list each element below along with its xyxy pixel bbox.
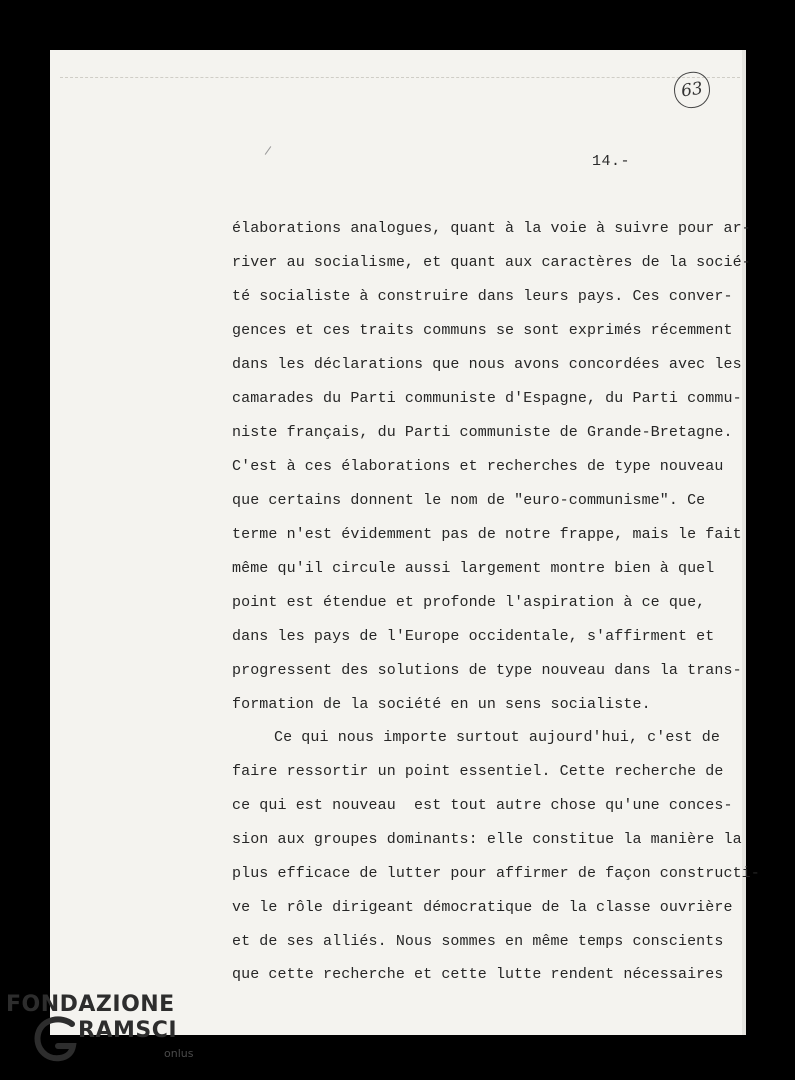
text-line: point est étendue et profonde l'aspiration à ce que,: [232, 594, 706, 611]
text-line: té socialiste à construire dans leurs pays. Ces conver-: [232, 288, 733, 305]
text-line: plus efficace de lutter pour affirmer de façon constructi-: [232, 865, 760, 882]
text-line: C'est à ces élaborations et recherches de type nouveau: [232, 458, 724, 475]
text-line: que cette recherche et cette lutte rendent nécessaires: [232, 966, 724, 983]
text-line: et de ses alliés. Nous sommes en même temps conscients: [232, 933, 724, 950]
top-rule: [60, 77, 740, 78]
page-edge: [742, 50, 746, 1035]
text-line: Ce qui nous importe surtout aujourd'hui, c'est de: [274, 729, 720, 746]
watermark-line1: FONDAZIONE: [6, 992, 175, 1017]
g-swoosh-icon: [32, 1014, 80, 1064]
text-line: dans les déclarations que nous avons concordées avec les: [232, 356, 742, 373]
text-line: ce qui est nouveau est tout autre chose qu'une conces-: [232, 797, 733, 814]
text-line: formation de la société en un sens socialiste.: [232, 696, 651, 713]
text-line: faire ressortir un point essentiel. Cette recherche de: [232, 763, 724, 780]
text-line: river au socialisme, et quant aux caractères de la socié-: [232, 254, 751, 271]
text-line: même qu'il circule aussi largement montre bien à quel: [232, 560, 715, 577]
text-line: ve le rôle dirigeant démocratique de la classe ouvrière: [232, 899, 733, 916]
text-line: élaborations analogues, quant à la voie à suivre pour ar-: [232, 220, 751, 237]
text-line: gences et ces traits communs se sont exprimés récemment: [232, 322, 733, 339]
text-line: niste français, du Parti communiste de Grande-Bretagne.: [232, 424, 733, 441]
text-line: progressent des solutions de type nouveau dans la trans-: [232, 662, 742, 679]
text-line: terme n'est évidemment pas de notre frappe, mais le fait: [232, 526, 742, 543]
watermark-line2: RAMSCI: [78, 1018, 178, 1043]
archive-number-stamp: 63: [672, 70, 713, 111]
page-number: 14.-: [592, 153, 631, 170]
text-line: dans les pays de l'Europe occidentale, s'affirment et: [232, 628, 715, 645]
text-line: camarades du Parti communiste d'Espagne, du Parti commu-: [232, 390, 742, 407]
watermark-subtitle: onlus: [164, 1047, 194, 1060]
fondazione-gramsci-watermark: [6, 992, 196, 1072]
text-line: sion aux groupes dominants: elle constitue la manière la: [232, 831, 742, 848]
text-line: que certains donnent le nom de "euro-communisme". Ce: [232, 492, 706, 509]
